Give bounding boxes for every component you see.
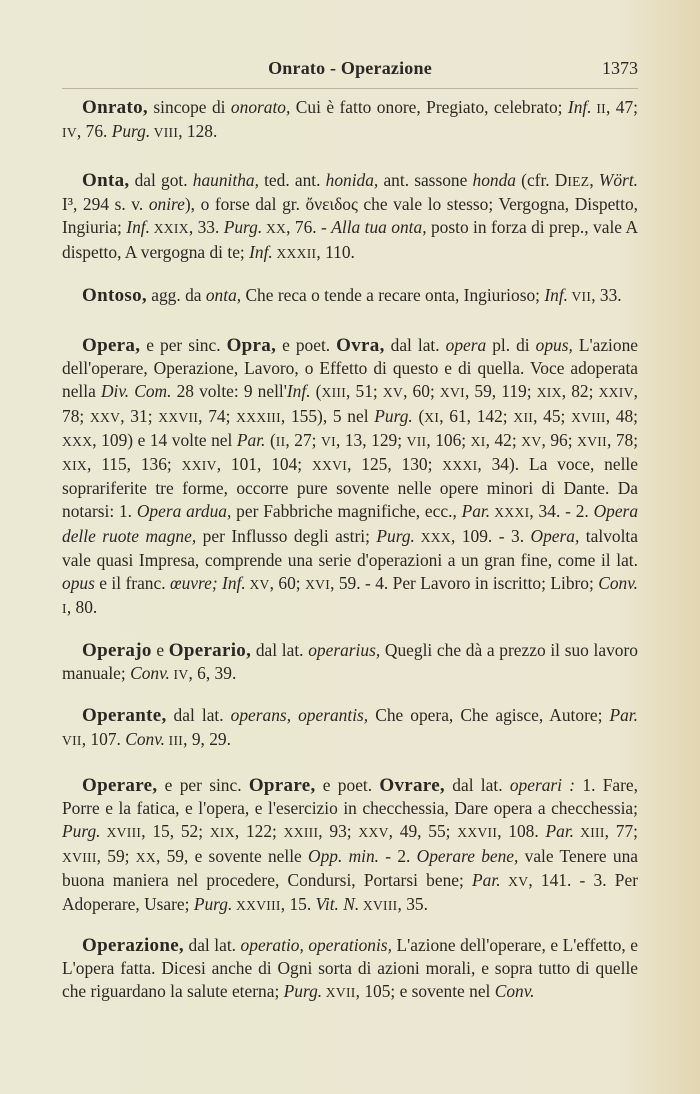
roman-numeral: XXVIII xyxy=(232,898,281,914)
entry-text: e xyxy=(151,640,169,660)
italic-text: Purg. xyxy=(223,217,263,238)
roman-numeral: XI xyxy=(424,409,440,425)
italic-text: Alla tua onta, xyxy=(331,217,427,238)
entry-text: e per sinc. xyxy=(157,775,249,795)
roman-numeral: XIII xyxy=(574,825,605,841)
header-title: Onrato - Operazione xyxy=(268,58,432,78)
entry-text: , 77; xyxy=(604,821,639,842)
italic-text: Par. xyxy=(472,869,501,890)
roman-numeral: XVI xyxy=(439,385,465,401)
entry-text: e il franc. xyxy=(94,573,170,594)
roman-numeral: XV xyxy=(245,577,270,593)
entry-text: vale Tenere una buona maniera nel procedere, Condursi, Portarsi bene; xyxy=(62,845,638,890)
roman-numeral: XIX xyxy=(536,385,562,401)
italic-text: Vit. N. xyxy=(315,894,360,915)
entry-text: dal lat. xyxy=(166,705,231,725)
entry-text: ( xyxy=(412,405,425,426)
entry-text: , 15. xyxy=(280,894,316,915)
entry-text: , 59; xyxy=(96,845,136,866)
headword: Ovra, xyxy=(336,335,385,356)
entry-text: , 110. xyxy=(316,241,355,262)
page-number: 1373 xyxy=(602,58,638,78)
entry-text: ), o forse dal gr. ὄνειδος che vale lo stesso; Vergogna, Dispetto, Ingiuria; xyxy=(62,194,638,238)
roman-numeral: XXV xyxy=(89,409,121,425)
entry-text: dal got. xyxy=(129,170,193,190)
italic-text: Par. xyxy=(609,705,638,725)
italic-text: Conv. xyxy=(598,573,639,594)
entry-text: , 106; xyxy=(426,429,471,450)
entry-text: , 96; xyxy=(541,429,578,450)
italic-text: onta, xyxy=(205,285,242,305)
entry-text: Quegli che dà a prezzo il suo lavoro manuale; xyxy=(62,640,638,684)
entry-text: talvolta vale quasi Impresa, comprende una serie d'operazioni a un gran fine, come il lat. xyxy=(62,525,638,570)
roman-numeral: XIX xyxy=(62,458,88,474)
entry-text: , 76. xyxy=(76,121,112,142)
italic-text: operarius, xyxy=(308,640,381,660)
entry-text: , 109) e 14 volte nel xyxy=(92,429,237,450)
italic-text: onorato, xyxy=(230,97,291,117)
entry-text: dal lat. xyxy=(183,935,241,955)
roman-numeral: XIII xyxy=(321,385,347,401)
entry-text: ant. sassone xyxy=(378,170,473,190)
italic-text: Wört. xyxy=(598,170,639,190)
entry-text: , 76. - xyxy=(286,217,332,238)
entry-text: ted. ant. xyxy=(258,170,326,190)
roman-numeral: VII xyxy=(406,433,427,449)
roman-numeral: XXIV xyxy=(181,458,217,474)
italic-text: Div. Com. xyxy=(100,381,172,402)
italic-text: Opp. min. xyxy=(308,845,380,866)
entry-text: Che reca o tende a recare onta, Ingiurioso; xyxy=(241,285,545,305)
entry-text: , 49, 55; xyxy=(388,821,458,842)
italic-text: Purg. xyxy=(376,525,415,546)
italic-text: Par. xyxy=(545,821,575,842)
dictionary-entry xyxy=(62,704,638,752)
entry-text: , 34). La voce, nelle soprariferite tre forme, occorre pure sovente nelle opere minori di Dante. Da notarsi: 1. xyxy=(62,454,638,522)
roman-numeral: IV xyxy=(62,125,77,141)
roman-numeral: II xyxy=(275,433,286,449)
entry-text: , 105; e sovente nel xyxy=(355,981,495,1002)
entry-text: , 109. - 3. xyxy=(450,525,531,546)
roman-numeral: XII xyxy=(513,409,534,425)
italic-text: operans, operantis, xyxy=(230,705,369,725)
dictionary-entry xyxy=(62,934,638,1005)
roman-numeral: XVIII xyxy=(62,849,97,865)
roman-numeral: III xyxy=(164,733,184,749)
roman-numeral: XVII xyxy=(322,985,356,1001)
entry-text: per Influsso degli astri; xyxy=(196,525,377,546)
entry-text: Cui è fatto onore, Pregiato, celebrato; xyxy=(290,97,568,117)
running-header xyxy=(62,58,638,89)
italic-text: opus xyxy=(62,573,95,594)
italic-text: honida, xyxy=(325,170,379,190)
italic-text: Operare bene, xyxy=(416,845,519,866)
entry-text: , 93; xyxy=(318,821,359,842)
entry-text: , 48; xyxy=(605,405,639,426)
entry-text: 1. Fare, Porre e la fatica, e l'opera, e l'esercizio in checchessia, Dare opera a checchessia; xyxy=(62,775,638,819)
roman-numeral: II xyxy=(591,101,606,116)
entry-text: , 128. xyxy=(178,121,218,142)
entry-text: , 35. xyxy=(397,894,428,915)
roman-numeral: XVII xyxy=(577,433,607,449)
headword: Opera, xyxy=(82,335,141,356)
roman-numeral: XXIX xyxy=(149,221,189,237)
entry-text: dal lat. xyxy=(444,775,510,795)
italic-text: haunitha, xyxy=(192,170,259,190)
entry-text: , 51; xyxy=(346,381,383,402)
roman-numeral: XX xyxy=(262,221,287,237)
headword: Operajo xyxy=(82,640,152,661)
entry-text: e poet. xyxy=(315,775,380,795)
italic-text: operari : xyxy=(509,775,576,795)
entry-text: , 155), 5 nel xyxy=(280,405,375,426)
roman-numeral: IV xyxy=(169,667,189,683)
entry-text: , 78; xyxy=(606,429,639,450)
headword: Ovrare, xyxy=(379,775,445,796)
italic-text: Purg. xyxy=(374,405,413,426)
roman-numeral: XI xyxy=(470,433,486,449)
italic-text: Opera delle ruote magne, xyxy=(62,501,639,546)
roman-numeral: XVIII xyxy=(359,898,398,914)
entry-text: , 60; xyxy=(403,381,440,402)
roman-numeral: XXX xyxy=(62,433,93,449)
roman-numeral: XXXII xyxy=(272,245,317,261)
roman-numeral: XV xyxy=(521,433,542,449)
italic-text: opus, xyxy=(535,335,573,355)
entry-text: , 78; xyxy=(62,381,639,426)
entry-text: dal lat. xyxy=(384,335,446,355)
entry-text: , 107. xyxy=(81,729,126,750)
entry-text: ( xyxy=(265,429,276,450)
roman-numeral: XX xyxy=(135,849,156,865)
headword: Operario, xyxy=(168,640,252,661)
entry-text: sincope di xyxy=(147,97,231,117)
entry-text: , 9, 29. xyxy=(183,729,231,750)
roman-numeral: VIII xyxy=(150,125,179,141)
roman-numeral: IEZ xyxy=(567,174,590,189)
headword: Onrato, xyxy=(82,97,148,118)
entry-text: (cfr. D xyxy=(515,170,568,190)
entry-text: - 2. xyxy=(379,845,417,866)
entry-text: , 27; xyxy=(285,429,322,450)
entry-text: , 60; xyxy=(269,573,306,594)
entry-text: Che opera, Che agisce, Autore; xyxy=(368,705,610,725)
roman-numeral: VII xyxy=(62,733,82,749)
entry-text: per Fabbriche magnifiche, ecc., xyxy=(231,501,462,522)
entry-text: posto in forza di prep., vale A dispetto, A vergogna di te; xyxy=(62,217,639,262)
italic-text: Inf. xyxy=(126,217,150,238)
entry-text: , 125, 130; xyxy=(347,454,443,475)
dictionary-entry xyxy=(62,639,638,686)
roman-numeral: XXV xyxy=(358,825,389,841)
italic-text: Inf. xyxy=(286,381,311,402)
roman-numeral: XXVII xyxy=(457,825,498,841)
entry-text: , 33. xyxy=(188,217,224,238)
dictionary-entry xyxy=(62,169,638,265)
italic-text: Conv. xyxy=(494,981,535,1002)
entry-text: , 47; xyxy=(606,97,639,117)
entry-text: , 141. - 3. Per Adoperare, Usare; xyxy=(62,869,638,915)
roman-numeral: XXXI xyxy=(442,458,478,474)
entry-text: , 59, 119; xyxy=(464,381,537,402)
italic-text: honda xyxy=(472,170,516,190)
roman-numeral: XXXI xyxy=(490,505,530,521)
roman-numeral: VII xyxy=(568,289,592,304)
roman-numeral: XVI xyxy=(305,577,331,593)
headword: Ontoso, xyxy=(82,285,147,306)
entry-text: agg. da xyxy=(146,285,206,305)
italic-text: Purg. xyxy=(283,981,323,1002)
entry-text: , 42; xyxy=(485,429,522,450)
entry-text: , 34. - 2. xyxy=(529,501,594,522)
entry-text: , 15, 52; xyxy=(141,821,210,842)
dictionary-entry xyxy=(62,774,638,917)
roman-numeral: XXVI xyxy=(311,458,348,474)
headword: Operare, xyxy=(82,775,158,796)
headword: Oprare, xyxy=(248,775,316,796)
headword: Opra, xyxy=(226,335,277,356)
entry-text: ( xyxy=(310,381,322,402)
italic-text: Conv. xyxy=(130,663,170,684)
roman-numeral: XXIV xyxy=(598,385,634,401)
entry-text: e per sinc. xyxy=(140,335,227,355)
entry-text: , 80. xyxy=(66,597,98,618)
entry-text: , 101, 104; xyxy=(216,454,312,475)
italic-text: Opera ardua, xyxy=(136,501,232,522)
entry-text: L'azione dell'operare, e L'effetto, e L'opera fatta. Dicesi anche di Ogni sorta di azioni morali, e sopra tutto di quelle che riguardano la salute eterna; xyxy=(62,935,638,1002)
entry-text: e poet. xyxy=(276,335,337,355)
entry-text: , 82; xyxy=(561,381,599,402)
roman-numeral: I xyxy=(62,601,67,617)
entry-text: , 6, 39. xyxy=(188,663,237,684)
dictionary-entry xyxy=(62,96,638,144)
dictionary-entry xyxy=(62,334,638,620)
italic-text: Opera, xyxy=(530,525,580,546)
roman-numeral: XXIII xyxy=(283,825,319,841)
entry-text: , 13, 129; xyxy=(335,429,407,450)
italic-text: onire xyxy=(148,194,185,215)
italic-text: Purg. xyxy=(62,821,101,842)
italic-text: Conv. xyxy=(125,729,165,750)
entry-text: , xyxy=(589,170,599,190)
roman-numeral: XVIII xyxy=(100,825,142,841)
headword: Onta, xyxy=(82,170,130,191)
entry-text: , 59. - 4. Per Lavoro in iscritto; Libro; xyxy=(330,573,599,594)
headword: Operante, xyxy=(82,705,167,726)
entry-text: 28 volte: 9 nell' xyxy=(171,381,287,402)
italic-text: Inf. xyxy=(249,241,273,262)
entry-text: , 31; xyxy=(120,405,159,426)
roman-numeral: XXVII xyxy=(158,409,199,425)
entry-text: pl. di xyxy=(486,335,536,355)
entry-text: , 108. xyxy=(497,821,546,842)
entry-text: dal lat. xyxy=(251,640,309,660)
entry-text: , 115, 136; xyxy=(87,454,182,475)
roman-numeral: XV xyxy=(500,873,529,889)
dictionary-entry xyxy=(62,284,638,308)
entry-text: , 122; xyxy=(234,821,284,842)
headword: Operazione, xyxy=(82,935,184,956)
entry-text: , 74; xyxy=(198,405,237,426)
entry-text: , 45; xyxy=(533,405,572,426)
roman-numeral: XIX xyxy=(209,825,235,841)
roman-numeral: XXXIII xyxy=(236,409,281,425)
roman-numeral: XXX xyxy=(414,529,451,545)
roman-numeral: XV xyxy=(382,385,404,401)
italic-text: Inf. xyxy=(544,285,569,305)
italic-text: Purg. xyxy=(111,121,151,142)
entry-text: L'azione dell'operare, Operazione, Lavoro, o Effetto di questo e di quella. Voce adoperata nella xyxy=(62,335,638,402)
italic-text: Purg. xyxy=(193,894,233,915)
entry-text: , 61, 142; xyxy=(439,405,514,426)
italic-text: opera xyxy=(445,335,487,355)
roman-numeral: VI xyxy=(321,433,336,449)
roman-numeral: XVIII xyxy=(571,409,606,425)
italic-text: œuvre; Inf. xyxy=(169,573,246,594)
italic-text: Par. xyxy=(236,429,266,450)
entry-text: , 33. xyxy=(591,285,622,305)
italic-text: Par. xyxy=(461,501,491,522)
entry-text: , 59, e sovente nelle xyxy=(155,845,309,866)
italic-text: operatio, operationis, xyxy=(240,935,392,955)
italic-text: Inf. xyxy=(567,97,592,117)
entry-text: I³, 294 s. v. xyxy=(62,194,149,215)
